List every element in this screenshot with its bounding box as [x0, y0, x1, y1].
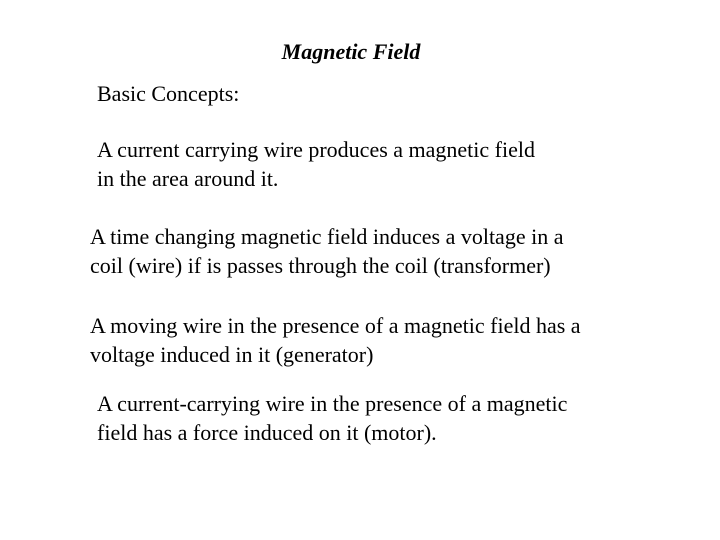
paragraph-line: A current-carrying wire in the presence of a magnetic: [97, 391, 568, 416]
concept-paragraph-generator: [90, 311, 581, 369]
paragraph-line: A current carrying wire produces a magnetic field: [97, 137, 535, 162]
section-heading: Basic Concepts:: [97, 81, 240, 106]
concept-paragraph-transformer: [90, 222, 563, 280]
page-title: Magnetic Field: [281, 39, 421, 64]
paragraph-line: A time changing magnetic field induces a voltage in a: [90, 224, 564, 249]
concept-paragraph-current-wire: [97, 135, 535, 193]
concept-paragraph-motor: [97, 389, 567, 447]
paragraph-line: A moving wire in the presence of a magnetic field has a: [90, 313, 581, 338]
paragraph-line: in the area around it.: [97, 166, 279, 191]
paragraph-line: field has a force induced on it (motor).: [97, 420, 437, 445]
paragraph-line: coil (wire) if is passes through the coil (transformer): [90, 253, 551, 278]
paragraph-line: voltage induced in it (generator): [90, 342, 374, 367]
